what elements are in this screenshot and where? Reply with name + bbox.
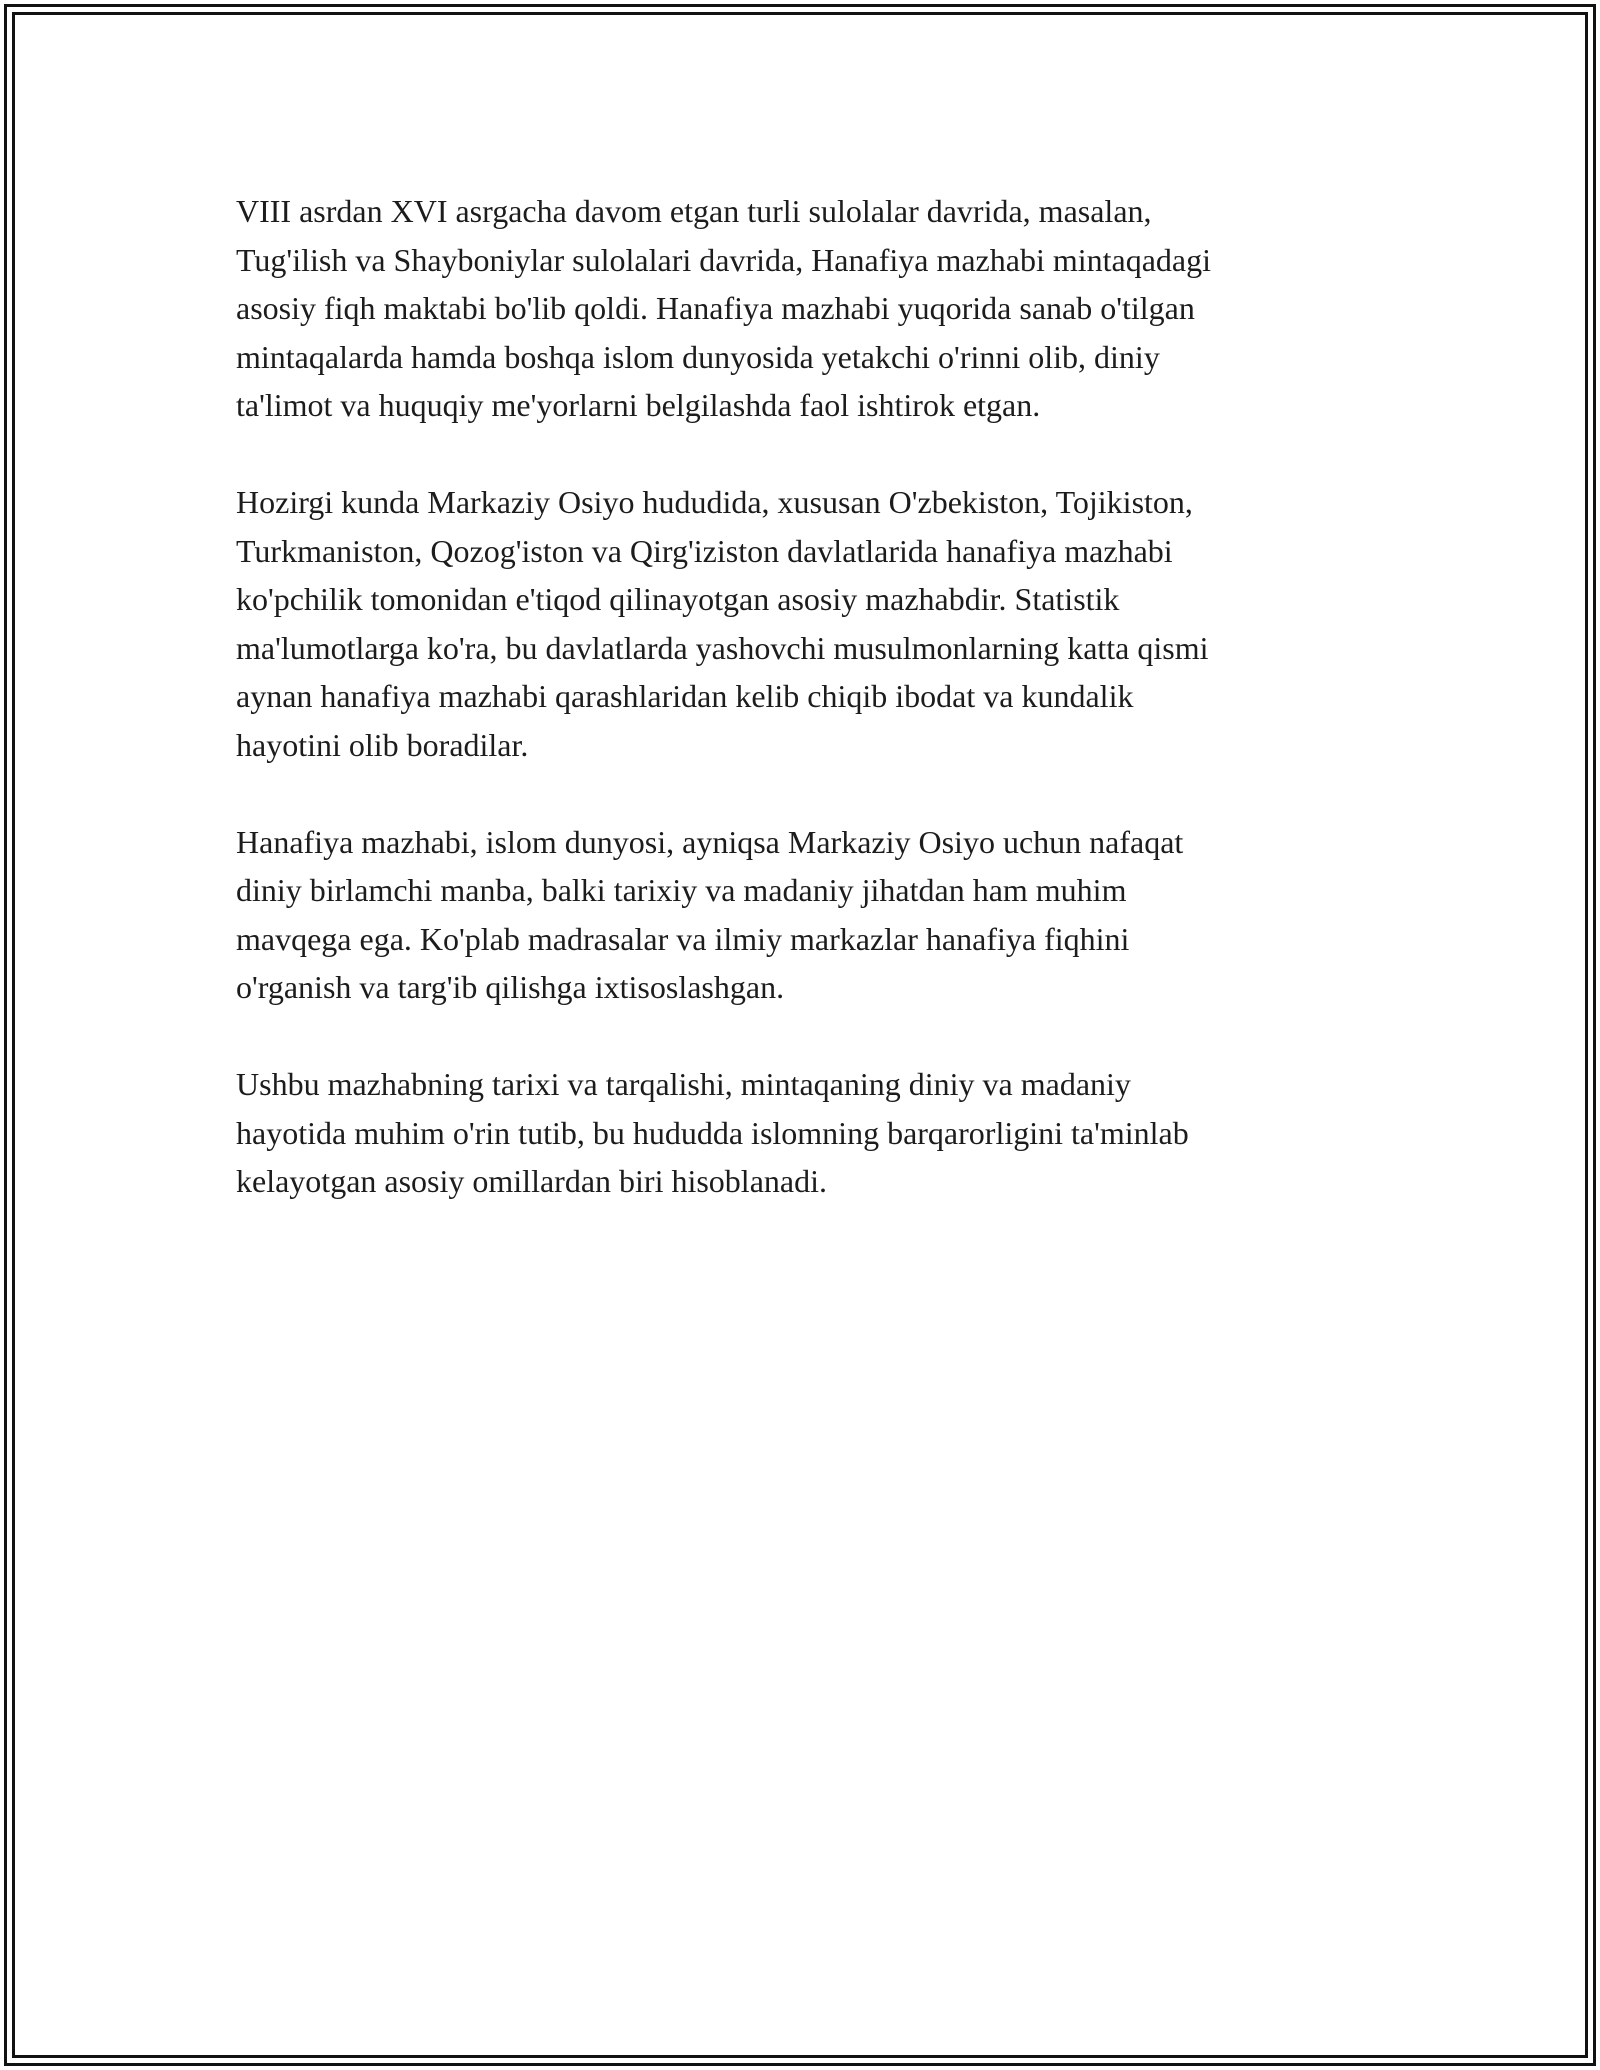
text-line: hayotini olib boradilar. <box>236 726 529 763</box>
text-line: VIII asrdan XVI asrgacha davom etgan turli sulolalar davrida, masalan, <box>236 193 1152 229</box>
paragraph-1 <box>236 187 1386 430</box>
text-line: o'rganish va targ'ib qilishga ixtisoslashgan. <box>236 969 785 1005</box>
text-line: Tug'ilish va Shayboniylar sulolalari davrida, Hanafiya mazhabi mintaqadagi <box>236 241 1212 278</box>
text-line: ta'limot va huquqiy me'yorlarni belgilashda faol ishtirok etgan. <box>236 387 1041 423</box>
paragraph-3 <box>236 818 1386 1012</box>
text-line: ma'lumotlarga ko'ra, bu davlatlarda yashovchi musulmonlarning katta qismi <box>236 629 1209 666</box>
text-line: mintaqalarda hamda boshqa islom dunyosida yetakchi o'rinni olib, diniy <box>236 338 1160 375</box>
text-line: Hozirgi kunda Markaziy Osiyo hududida, xususan O'zbekiston, Tojikiston, <box>236 484 1193 520</box>
text-line: Hanafiya mazhabi, islom dunyosi, ayniqsa Markaziy Osiyo uchun nafaqat <box>236 823 1184 860</box>
text-line: Ushbu mazhabning tarixi va tarqalishi, mintaqaning diniy va madaniy <box>236 1066 1131 1102</box>
text-line: ko'pchilik tomonidan e'tiqod qilinayotgan asosiy mazhabdir. Statistik <box>236 581 1120 617</box>
document-body <box>236 187 1386 1254</box>
text-line: aynan hanafiya mazhabi qarashlaridan kelib chiqib ibodat va kundalik <box>236 678 1134 714</box>
text-line: mavqega ega. Ko'plab madrasalar va ilmiy markazlar hanafiya fiqhini <box>236 920 1130 957</box>
paragraph-2 <box>236 478 1386 769</box>
text-line: Turkmaniston, Qozog'iston va Qirg'iziston davlatlarida hanafiya mazhabi <box>236 532 1173 569</box>
text-line: kelayotgan asosiy omillardan biri hisoblanadi. <box>236 1163 827 1199</box>
text-line: asosiy fiqh maktabi bo'lib qoldi. Hanafiya mazhabi yuqorida sanab o'tilgan <box>236 290 1195 326</box>
paragraph-4 <box>236 1060 1386 1206</box>
text-line: hayotida muhim o'rin tutib, bu hududda islomning barqarorligini ta'minlab <box>236 1114 1189 1151</box>
text-line: diniy birlamchi manba, balki tarixiy va madaniy jihatdan ham muhim <box>236 872 1127 908</box>
